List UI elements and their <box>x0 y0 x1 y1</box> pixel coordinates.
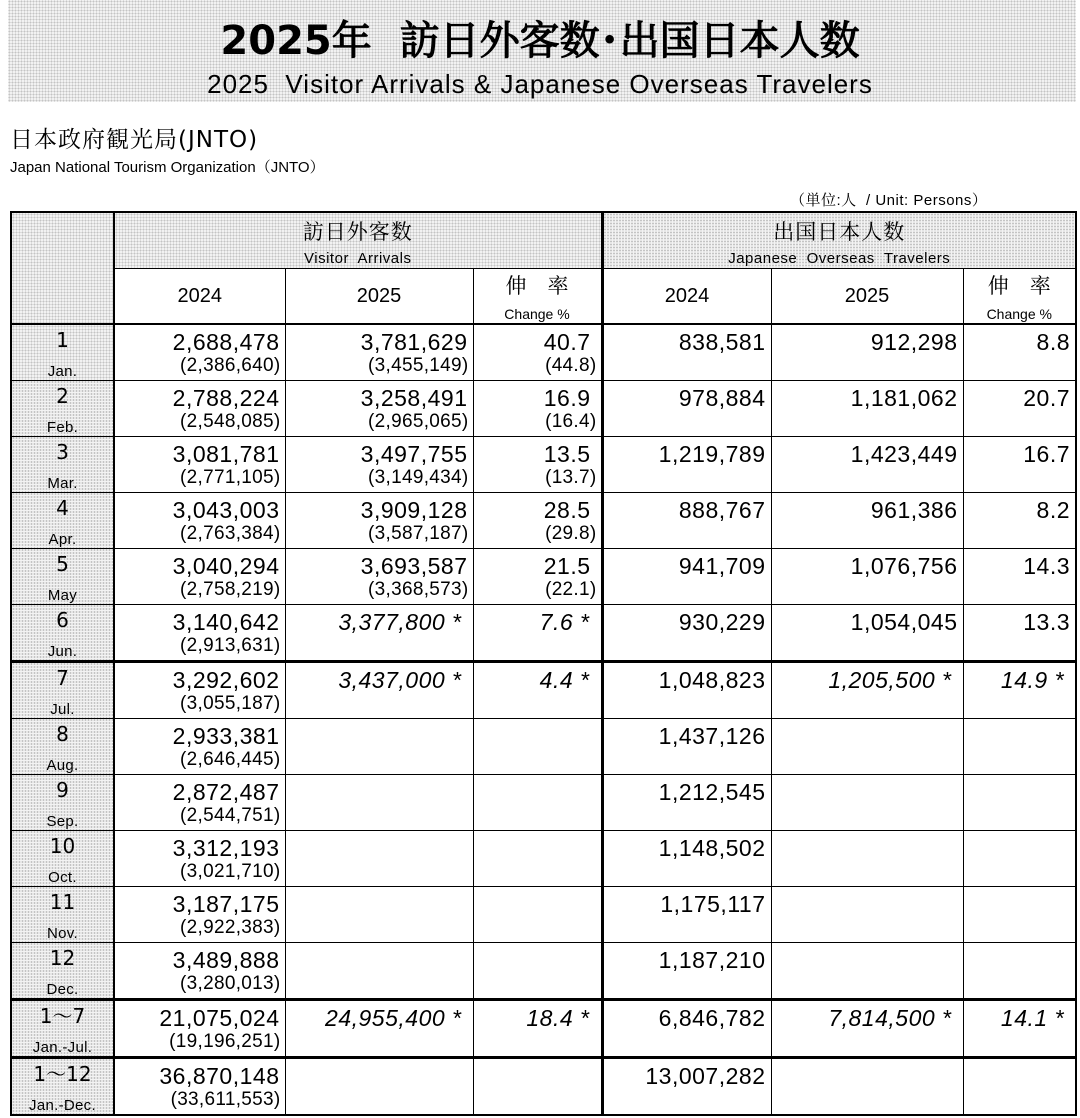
visitors-2024-sub-value: (19,196,251) <box>169 1030 281 1052</box>
visitors-2024-value: 3,140,642 <box>172 608 280 635</box>
month-number: 2 <box>56 383 69 408</box>
visitors-change-value: 7.6 * <box>539 608 590 635</box>
month-cell <box>11 999 114 1057</box>
visitors-2025-cell <box>285 492 473 548</box>
visitors-2025-value: 3,781,629 <box>360 328 468 355</box>
overseas-2024-cell <box>602 718 771 774</box>
visitors-2025-sub-value: (2,965,065) <box>368 410 469 432</box>
month-cell <box>11 886 114 942</box>
table-row <box>11 492 1076 548</box>
visitors-2025-cell <box>285 1057 473 1115</box>
group-title-en: Visitor Arrivals <box>304 250 412 267</box>
overseas-change-value: 8.2 <box>1036 496 1071 523</box>
month-label: Jan.-Jul. <box>32 1038 93 1056</box>
month-cell <box>11 492 114 548</box>
organization-name: 日本政府観光局(JNTO) <box>10 127 259 153</box>
month-label: Feb. <box>46 418 79 436</box>
overseas-2025-cell <box>771 436 963 492</box>
column-header-visitors-2024: 2024 <box>114 269 285 324</box>
visitors-2024-value: 2,872,487 <box>172 778 280 805</box>
visitors-2024-sub-value: (2,758,219) <box>180 578 281 600</box>
overseas-change-value: 13.3 <box>1023 608 1071 635</box>
overseas-2025-cell <box>771 492 963 548</box>
month-label: Dec. <box>46 980 79 998</box>
overseas-change-cell <box>963 774 1076 830</box>
visitors-2024-sub-value: (3,280,013) <box>180 972 281 994</box>
overseas-2024-cell <box>602 830 771 886</box>
overseas-2024-value: 1,219,789 <box>658 440 766 467</box>
month-label: Mar. <box>47 474 78 492</box>
table-row <box>11 1057 1076 1115</box>
visitors-2025-cell <box>285 999 473 1057</box>
overseas-change-value: 16.7 <box>1023 440 1071 467</box>
change-label-en: Change % <box>504 306 570 322</box>
visitors-2025-sub-value: (3,368,573) <box>368 578 469 600</box>
overseas-change-cell <box>963 999 1076 1057</box>
overseas-change-value: 14.9 * <box>1000 666 1065 693</box>
overseas-change-value: 20.7 <box>1023 384 1071 411</box>
visitors-2025-cell <box>285 324 473 381</box>
visitors-2025-value: 3,258,491 <box>360 384 468 411</box>
visitors-2024-cell <box>114 604 285 661</box>
month-label: Oct. <box>48 868 77 886</box>
month-cell <box>11 1057 114 1115</box>
visitors-2025-cell <box>285 774 473 830</box>
overseas-2024-value: 941,709 <box>678 552 766 579</box>
overseas-change-cell <box>963 718 1076 774</box>
overseas-change-cell <box>963 380 1076 436</box>
overseas-change-cell <box>963 604 1076 661</box>
visitors-change-value: 16.9 <box>543 384 591 411</box>
visitors-change-sub-value: (16.4) <box>545 410 597 432</box>
month-number: 8 <box>56 721 69 746</box>
overseas-2025-cell <box>771 324 963 381</box>
visitors-2024-sub-value: (3,021,710) <box>180 860 281 882</box>
visitors-2025-sub-value: (3,587,187) <box>368 522 469 544</box>
visitors-change-cell <box>473 436 602 492</box>
overseas-change-cell <box>963 830 1076 886</box>
overseas-2024-cell <box>602 1057 771 1115</box>
visitors-2025-value: 3,693,587 <box>360 552 468 579</box>
visitors-2025-value: 3,497,755 <box>360 440 468 467</box>
overseas-2025-value: 7,814,500 * <box>828 1004 952 1031</box>
change-label: 伸 率 <box>505 274 569 298</box>
visitors-2024-sub-value: (2,548,085) <box>180 410 281 432</box>
visitors-2024-cell <box>114 774 285 830</box>
visitors-2024-cell <box>114 718 285 774</box>
column-header-overseas-2025: 2025 <box>771 269 963 324</box>
overseas-change-value: 14.1 * <box>1000 1004 1065 1031</box>
month-cell <box>11 774 114 830</box>
table-row <box>11 324 1076 381</box>
visitors-2025-value: 3,377,800 * <box>338 608 462 635</box>
overseas-2024-cell <box>602 492 771 548</box>
visitors-2024-sub-value: (2,544,751) <box>180 804 281 826</box>
visitors-2024-sub-value: (3,055,187) <box>180 692 281 714</box>
overseas-2024-value: 6,846,782 <box>658 1004 766 1031</box>
group-header-visitor-arrivals <box>114 212 602 269</box>
overseas-2024-cell <box>602 548 771 604</box>
month-number: 6 <box>56 607 69 632</box>
visitors-change-cell <box>473 942 602 999</box>
visitors-2024-sub-value: (2,386,640) <box>180 354 281 376</box>
column-header-overseas-change <box>963 269 1076 324</box>
month-number: 9 <box>56 777 69 802</box>
overseas-2025-cell <box>771 661 963 718</box>
overseas-2025-cell <box>771 999 963 1057</box>
visitors-2024-value: 3,081,781 <box>172 440 280 467</box>
overseas-change-value: 14.3 <box>1023 552 1071 579</box>
overseas-change-cell <box>963 492 1076 548</box>
group-title: 出国日本人数 <box>773 220 906 244</box>
visitors-change-value: 40.7 <box>543 328 591 355</box>
visitors-2024-sub-value: (2,771,105) <box>180 466 281 488</box>
month-label: Jan. <box>47 362 78 380</box>
statistics-table <box>10 211 1077 1116</box>
month-cell <box>11 661 114 718</box>
overseas-2024-cell <box>602 999 771 1057</box>
overseas-change-cell <box>963 942 1076 999</box>
visitors-2024-cell <box>114 1057 285 1115</box>
overseas-2024-value: 1,175,117 <box>660 890 766 917</box>
table-row <box>11 661 1076 718</box>
column-header-row <box>11 269 1076 324</box>
overseas-2024-cell <box>602 886 771 942</box>
overseas-change-cell <box>963 1057 1076 1115</box>
visitors-change-sub-value: (13.7) <box>545 466 597 488</box>
visitors-change-cell <box>473 999 602 1057</box>
table-row <box>11 942 1076 999</box>
visitors-2025-cell <box>285 942 473 999</box>
overseas-2025-value: 1,076,756 <box>850 552 958 579</box>
visitors-2024-sub-value: (2,922,383) <box>180 916 281 938</box>
visitors-2024-sub-value: (2,646,445) <box>180 748 281 770</box>
visitors-2025-cell <box>285 886 473 942</box>
visitors-change-value: 21.5 <box>543 552 591 579</box>
month-label: Nov. <box>47 924 78 942</box>
overseas-2024-cell <box>602 661 771 718</box>
visitors-2024-value: 3,187,175 <box>172 890 280 917</box>
visitors-2025-sub-value: (3,455,149) <box>368 354 469 376</box>
overseas-change-value: 8.8 <box>1036 328 1071 355</box>
column-header-visitors-2025: 2025 <box>285 269 473 324</box>
visitors-2024-cell <box>114 548 285 604</box>
change-label: 伸 率 <box>987 274 1051 298</box>
visitors-change-cell <box>473 661 602 718</box>
visitors-2024-value: 3,292,602 <box>172 666 280 693</box>
visitors-change-cell <box>473 774 602 830</box>
month-cell <box>11 380 114 436</box>
visitors-2025-value: 24,955,400 * <box>325 1004 462 1031</box>
corner-cell <box>11 212 114 324</box>
table-row <box>11 830 1076 886</box>
visitors-2024-value: 3,043,003 <box>172 496 280 523</box>
table-row <box>11 548 1076 604</box>
month-number: 5 <box>56 551 69 576</box>
month-number: 3 <box>56 439 69 464</box>
table-row <box>11 380 1076 436</box>
month-label: Sep. <box>46 812 79 830</box>
visitors-2024-cell <box>114 492 285 548</box>
overseas-2024-cell <box>602 774 771 830</box>
overseas-2024-cell <box>602 604 771 661</box>
overseas-2025-value: 1,205,500 * <box>828 666 952 693</box>
visitors-2024-cell <box>114 324 285 381</box>
visitors-change-value: 13.5 <box>543 440 591 467</box>
overseas-2025-value: 961,386 <box>870 496 958 523</box>
visitors-change-sub-value: (44.8) <box>545 354 597 376</box>
visitors-change-cell <box>473 548 602 604</box>
overseas-2025-cell <box>771 380 963 436</box>
visitors-2024-cell <box>114 886 285 942</box>
overseas-2025-value: 1,181,062 <box>850 384 958 411</box>
visitors-change-cell <box>473 886 602 942</box>
organization-name-en: Japan National Tourism Organization（JNTO） <box>10 159 325 176</box>
table-body <box>11 324 1076 1115</box>
overseas-2024-value: 978,884 <box>678 384 766 411</box>
overseas-2025-cell <box>771 942 963 999</box>
visitors-2025-cell <box>285 661 473 718</box>
visitors-2024-cell <box>114 380 285 436</box>
change-label-en: Change % <box>986 306 1052 322</box>
visitors-2025-cell <box>285 718 473 774</box>
month-cell <box>11 604 114 661</box>
overseas-2025-cell <box>771 1057 963 1115</box>
overseas-2025-cell <box>771 774 963 830</box>
visitors-2025-cell <box>285 548 473 604</box>
visitors-2024-cell <box>114 436 285 492</box>
month-label: Apr. <box>48 530 77 548</box>
overseas-change-cell <box>963 661 1076 718</box>
column-header-visitors-change <box>473 269 602 324</box>
month-number: 7 <box>56 665 69 690</box>
month-label: Jul. <box>50 700 75 718</box>
overseas-2024-cell <box>602 324 771 381</box>
visitors-change-cell <box>473 380 602 436</box>
visitors-2024-value: 2,688,478 <box>172 328 280 355</box>
month-number: 1 <box>56 327 69 352</box>
overseas-2025-value: 912,298 <box>870 328 958 355</box>
overseas-2025-cell <box>771 548 963 604</box>
visitors-change-cell <box>473 830 602 886</box>
group-title-en: Japanese Overseas Travelers <box>728 250 951 267</box>
overseas-change-cell <box>963 436 1076 492</box>
visitors-2024-cell <box>114 830 285 886</box>
month-cell <box>11 436 114 492</box>
table-row <box>11 886 1076 942</box>
month-label: Jan.-Dec. <box>29 1096 96 1114</box>
overseas-2024-value: 13,007,282 <box>645 1062 766 1089</box>
overseas-2025-cell <box>771 718 963 774</box>
visitors-2024-value: 3,489,888 <box>172 946 280 973</box>
visitors-2025-value: 3,909,128 <box>360 496 468 523</box>
visitors-2024-sub-value: (2,763,384) <box>180 522 281 544</box>
table-row <box>11 436 1076 492</box>
overseas-2024-value: 838,581 <box>678 328 766 355</box>
table-row <box>11 604 1076 661</box>
visitors-change-cell <box>473 324 602 381</box>
table-row <box>11 774 1076 830</box>
overseas-2025-value: 1,054,045 <box>850 608 958 635</box>
visitors-2024-cell <box>114 942 285 999</box>
visitors-2025-cell <box>285 830 473 886</box>
month-cell <box>11 942 114 999</box>
visitors-2024-value: 3,312,193 <box>172 834 280 861</box>
visitors-change-sub-value: (22.1) <box>545 578 597 600</box>
overseas-2024-value: 1,048,823 <box>658 666 766 693</box>
overseas-2024-value: 930,229 <box>678 608 766 635</box>
visitors-2025-cell <box>285 380 473 436</box>
visitors-2024-value: 2,933,381 <box>172 722 280 749</box>
visitors-2024-sub-value: (2,913,631) <box>180 634 281 656</box>
overseas-2025-cell <box>771 830 963 886</box>
visitors-change-cell <box>473 604 602 661</box>
visitors-2025-cell <box>285 436 473 492</box>
month-cell <box>11 718 114 774</box>
unit-note: （単位:人 / Unit: Persons） <box>790 192 988 209</box>
overseas-2025-cell <box>771 604 963 661</box>
overseas-2024-value: 1,212,545 <box>658 778 766 805</box>
visitors-2024-sub-value: (33,611,553) <box>170 1088 281 1110</box>
visitors-2024-value: 36,870,148 <box>159 1062 280 1089</box>
month-cell <box>11 324 114 381</box>
month-cell <box>11 548 114 604</box>
overseas-2024-cell <box>602 436 771 492</box>
group-header-row <box>11 212 1076 269</box>
visitors-change-cell <box>473 718 602 774</box>
visitors-change-sub-value: (29.8) <box>545 522 597 544</box>
month-number: 1～12 <box>33 1061 92 1086</box>
visitors-change-value: 18.4 * <box>526 1004 590 1031</box>
month-cell <box>11 830 114 886</box>
overseas-2024-cell <box>602 380 771 436</box>
overseas-2024-cell <box>602 942 771 999</box>
table-row <box>11 999 1076 1057</box>
month-label: May <box>47 586 78 604</box>
month-label: Jun. <box>47 642 78 660</box>
overseas-change-cell <box>963 548 1076 604</box>
overseas-2024-value: 888,767 <box>678 496 766 523</box>
month-number: 12 <box>49 945 76 970</box>
visitors-2024-value: 21,075,024 <box>159 1004 280 1031</box>
overseas-2024-value: 1,187,210 <box>658 946 766 973</box>
page-title: 2025年 訪日外客数･出国日本人数 <box>220 18 860 64</box>
overseas-2025-value: 1,423,449 <box>850 440 958 467</box>
page-subtitle: 2025 Visitor Arrivals & Japanese Overseas Travelers <box>207 69 873 99</box>
month-number: 1～7 <box>39 1003 86 1028</box>
visitors-2024-value: 2,788,224 <box>172 384 280 411</box>
visitors-change-cell <box>473 492 602 548</box>
visitors-change-value: 28.5 <box>543 496 591 523</box>
table-row <box>11 718 1076 774</box>
visitors-2025-value: 3,437,000 * <box>338 666 462 693</box>
overseas-2024-value: 1,437,126 <box>658 722 766 749</box>
visitors-2025-sub-value: (3,149,434) <box>368 466 469 488</box>
month-number: 4 <box>56 495 69 520</box>
overseas-change-cell <box>963 886 1076 942</box>
group-title: 訪日外客数 <box>302 220 413 244</box>
visitors-2024-cell <box>114 661 285 718</box>
column-header-overseas-2024: 2024 <box>602 269 771 324</box>
visitors-2024-value: 3,040,294 <box>172 552 280 579</box>
overseas-2025-cell <box>771 886 963 942</box>
visitors-change-cell <box>473 1057 602 1115</box>
month-number: 10 <box>49 833 76 858</box>
visitors-2024-cell <box>114 999 285 1057</box>
group-header-overseas-travelers <box>602 212 1076 269</box>
month-label: Aug. <box>46 756 79 774</box>
overseas-change-cell <box>963 324 1076 381</box>
overseas-2024-value: 1,148,502 <box>658 834 766 861</box>
month-number: 11 <box>49 889 76 914</box>
visitors-change-value: 4.4 * <box>539 666 590 693</box>
visitors-2025-cell <box>285 604 473 661</box>
